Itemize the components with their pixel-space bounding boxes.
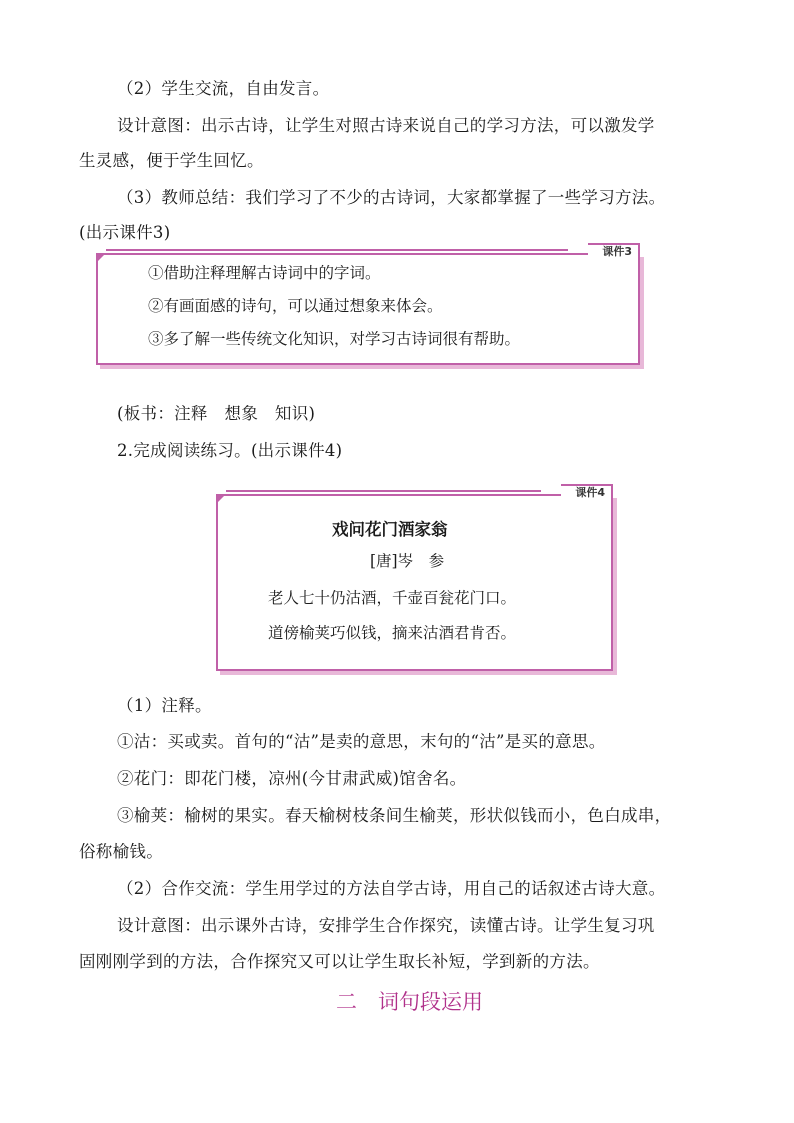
paragraph-cooperative-exchange: （2）合作交流：学生用学过的方法自学古诗，用自己的话叙述古诗大意。: [117, 879, 666, 898]
poem-title: 戏问花门酒家翁: [332, 520, 448, 539]
slide-corner-decoration: [96, 253, 106, 263]
slide-4-tag: 课件4: [561, 484, 613, 500]
paragraph-reading-exercise: 2.完成阅读练习。(出示课件4): [117, 441, 343, 460]
paragraph-design-intent-2-line1: 设计意图：出示课外古诗，安排学生合作探究，读懂古诗。让学生复习巩: [117, 916, 655, 935]
slide-top-line: [226, 490, 541, 492]
paragraph-annotation-yujia-line1: ③榆荚：榆树的果实。春天榆树枝条间生榆荚，形状似钱而小，色白成串，: [117, 806, 672, 825]
section-heading: 二 词句段运用: [336, 990, 483, 1014]
paragraph-annotation-huamen: ②花门：即花门楼，凉州(今甘肃武威)馆舍名。: [117, 769, 467, 788]
paragraph-design-intent-2-line2: 固刚刚学到的方法，合作探究又可以让学生取长补短，学到新的方法。: [79, 952, 600, 971]
slide-4-box: [216, 486, 613, 671]
paragraph-design-intent-1-line2: 生灵感，便于学生回忆。: [79, 151, 264, 170]
paragraph-annotation-heading: （1）注释。: [117, 696, 212, 715]
slide-top-line: [106, 249, 568, 251]
slide-3-item: ③多了解一些传统文化知识，对学习古诗词很有帮助。: [148, 330, 521, 348]
poem-line: 老人七十仍沽酒，千壶百瓮花门口。: [268, 589, 517, 607]
paragraph-annotation-yujia-line2: 俗称榆钱。: [79, 842, 163, 861]
paragraph-design-intent-1-line1: 设计意图：出示古诗，让学生对照古诗来说自己的学习方法，可以激发学: [117, 116, 655, 135]
slide-3-tag: 课件3: [588, 243, 640, 259]
slide-3-item: ②有画面感的诗句，可以通过想象来体会。: [148, 297, 443, 315]
paragraph-teacher-summary-line2: (出示课件3): [79, 223, 171, 242]
slide-3-box: [96, 245, 640, 365]
slide-corner-decoration: [216, 494, 226, 504]
paragraph-teacher-summary-line1: （3）教师总结：我们学习了不少的古诗词，大家都掌握了一些学习方法。: [117, 188, 666, 207]
paragraph-board-writing: (板书：注释 想象 知识): [117, 404, 316, 423]
poem-line: 道傍榆荚巧似钱，摘来沽酒君肯否。: [268, 624, 517, 642]
paragraph-student-exchange: （2）学生交流，自由发言。: [117, 79, 330, 98]
slide-3-item: ①借助注释理解古诗词中的字词。: [148, 264, 381, 282]
paragraph-annotation-gu: ①沽：买或卖。首句的“沽”是卖的意思，末句的“沽”是买的意思。: [117, 732, 606, 751]
poem-author: [唐]岑 参: [370, 552, 445, 570]
